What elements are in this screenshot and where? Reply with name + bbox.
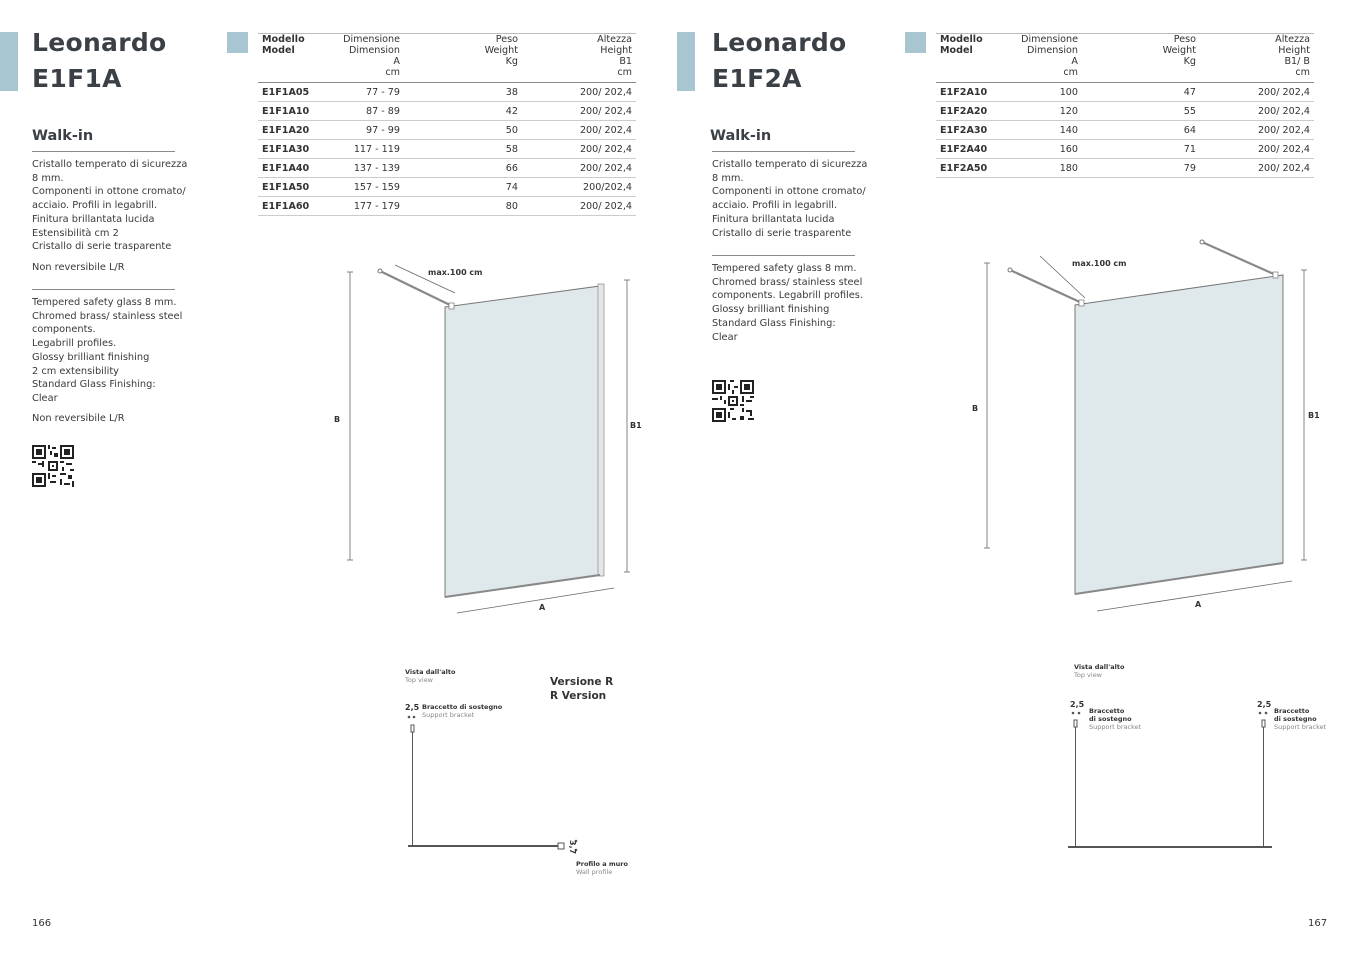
cell-height: 200/ 202,4 (1200, 121, 1314, 140)
right-page-number: 167 (1308, 918, 1328, 929)
desc-line: Cristallo temperato di sicurezza (712, 159, 868, 170)
cell-dimension: 137 - 139 (334, 159, 404, 178)
left-wall-label-it: Profilo a muro (576, 860, 628, 868)
desc-line: Cristallo di serie trasparente (32, 241, 172, 253)
cell-weight: 74 (404, 178, 522, 197)
left-bracket-label-it: Braccetto di sostegno (422, 703, 503, 711)
header-line: cm (617, 67, 632, 78)
desc-line: acciaio. Profili in legabrill. (32, 200, 158, 212)
cell-dimension: 100 (1012, 83, 1082, 102)
header-line: Kg (1183, 56, 1196, 67)
header-line: Weight (1162, 45, 1196, 56)
cell-weight: 80 (404, 197, 522, 216)
left-wall-label-en: Wall profile (576, 868, 613, 876)
desc-line: Cristallo temperato di sicurezza (32, 159, 188, 170)
cell-dimension: 177 - 179 (334, 197, 404, 216)
header-line: Altezza (1275, 34, 1310, 45)
desc-line: Chromed brass/ stainless steel (712, 276, 863, 288)
cell-weight: 50 (404, 121, 522, 140)
desc-line: Finitura brillantata lucida (32, 213, 155, 225)
desc-line: Componenti in ottone cromato/ (32, 186, 186, 198)
cell-height: 200/ 202,4 (522, 159, 636, 178)
desc-line: 8 mm. (712, 172, 744, 184)
cell-height: 200/ 202,4 (1200, 102, 1314, 121)
left-a-label: A (539, 603, 546, 612)
right-a-label: A (1195, 600, 1202, 609)
header-line: cm (1295, 67, 1310, 78)
desc-line: Estensibilità cm 2 (32, 227, 119, 239)
cell-dimension: 97 - 99 (334, 121, 404, 140)
desc-line: Clear (712, 331, 738, 343)
desc-line: Finitura brillantata lucida (712, 213, 835, 225)
cell-model: E1F2A10 (936, 83, 1012, 102)
header-line: Weight (484, 45, 518, 56)
desc-line: Standard Glass Finishing: (712, 317, 836, 329)
desc-line: Glossy brilliant finishing (712, 304, 830, 316)
left-top-view-title-en: Top view (405, 676, 434, 684)
cell-model: E1F1A60 (258, 197, 334, 216)
header-line: A (393, 56, 400, 67)
right-bracket-label-right-en: Support bracket (1274, 723, 1327, 731)
header-line: Height (600, 45, 632, 56)
desc-line: components. Legabrill profiles. (712, 290, 863, 302)
left-b1-label: B1 (630, 421, 642, 430)
cell-weight: 79 (1082, 159, 1200, 178)
right-b-label: B (972, 404, 979, 413)
cell-height: 200/ 202,4 (1200, 159, 1314, 178)
cell-model: E1F2A50 (936, 159, 1012, 178)
right-bracket-label-right-2: di sostegno (1274, 715, 1317, 723)
desc-line: 8 mm. (32, 172, 64, 184)
desc-line: Cristallo di serie trasparente (712, 227, 852, 239)
right-top-view-title: Vista dall'alto (1074, 663, 1125, 671)
cell-dimension: 120 (1012, 102, 1082, 121)
left-page-number: 166 (32, 918, 52, 929)
header-line: Peso (1173, 34, 1196, 45)
left-b-label: B (334, 415, 341, 424)
left-bracket-label-en: Support bracket (422, 711, 475, 719)
header-line: Kg (505, 56, 518, 67)
left-max-label: max.100 cm (428, 268, 483, 277)
header-line: Modello (940, 34, 983, 45)
header-line: Dimension (349, 45, 400, 56)
left-non-reversible-en: Non reversibile L/R (32, 413, 125, 424)
cell-height: 200/ 202,4 (1200, 140, 1314, 159)
cell-weight: 42 (404, 102, 522, 121)
cell-model: E1F2A40 (936, 140, 1012, 159)
desc-line: components. (32, 324, 96, 336)
cell-weight: 71 (1082, 140, 1200, 159)
right-bracket-dim-right: 2,5 (1257, 700, 1272, 709)
left-top-view-title: Vista dall'alto (405, 668, 456, 676)
left-subtitle: Walk-in (32, 128, 94, 144)
header-line: Dimensione (343, 34, 400, 45)
cell-height: 200/202,4 (522, 178, 636, 197)
cell-model: E1F1A30 (258, 140, 334, 159)
header-line: Dimension (1027, 45, 1078, 56)
cell-model: E1F1A05 (258, 83, 334, 102)
cell-model: E1F1A40 (258, 159, 334, 178)
version-line: R Version (550, 690, 607, 702)
desc-line: Legabrill profiles. (32, 338, 117, 350)
header-line: cm (385, 67, 400, 78)
desc-line: 2 cm extensibility (32, 365, 119, 377)
cell-dimension: 77 - 79 (334, 83, 404, 102)
cell-height: 200/ 202,4 (522, 83, 636, 102)
right-bracket-label-left-en: Support bracket (1089, 723, 1142, 731)
header-line: Peso (495, 34, 518, 45)
cell-dimension: 157 - 159 (334, 178, 404, 197)
left-non-reversible-it: Non reversibile L/R (32, 262, 125, 273)
header-line: Height (1278, 45, 1310, 56)
left-title-line2: E1F1A (32, 64, 122, 93)
cell-weight: 55 (1082, 102, 1200, 121)
desc-line: Standard Glass Finishing: (32, 379, 156, 391)
cell-height: 200/ 202,4 (522, 197, 636, 216)
header-line: Model (262, 45, 295, 56)
desc-line: Glossy brilliant finishing (32, 351, 150, 363)
desc-line: Tempered safety glass 8 mm. (712, 263, 857, 274)
desc-line: Clear (32, 392, 58, 404)
header-line: B1 (619, 56, 632, 67)
version-line: Versione R (550, 676, 614, 688)
cell-dimension: 160 (1012, 140, 1082, 159)
desc-line: acciaio. Profili in legabrill. (712, 200, 838, 212)
left-wall-dim: 3,7 (568, 840, 577, 855)
header-line: A (1071, 56, 1078, 67)
right-top-view-title-en: Top view (1074, 671, 1103, 679)
cell-height: 200/ 202,4 (522, 140, 636, 159)
right-subtitle: Walk-in (710, 128, 772, 144)
cell-dimension: 180 (1012, 159, 1082, 178)
cell-model: E1F2A30 (936, 121, 1012, 140)
header-line: Altezza (597, 34, 632, 45)
cell-dimension: 140 (1012, 121, 1082, 140)
cell-weight: 38 (404, 83, 522, 102)
right-bracket-label-left-2: di sostegno (1089, 715, 1132, 723)
cell-weight: 58 (404, 140, 522, 159)
header-line: B1/ B (1284, 56, 1310, 67)
right-max-label: max.100 cm (1072, 259, 1127, 268)
cell-height: 200/ 202,4 (522, 102, 636, 121)
right-bracket-label-left-1: Braccetto (1089, 707, 1125, 715)
cell-dimension: 87 - 89 (334, 102, 404, 121)
cell-model: E1F2A20 (936, 102, 1012, 121)
right-title-line1: Leonardo (712, 28, 847, 57)
left-title-line1: Leonardo (32, 28, 167, 57)
right-bracket-dim-left: 2,5 (1070, 700, 1085, 709)
cell-model: E1F1A20 (258, 121, 334, 140)
header-line: Modello (262, 34, 305, 45)
cell-height: 200/ 202,4 (1200, 83, 1314, 102)
cell-weight: 66 (404, 159, 522, 178)
cell-dimension: 117 - 119 (334, 140, 404, 159)
right-b1-label: B1 (1308, 411, 1320, 420)
right-bracket-label-right-1: Braccetto (1274, 707, 1310, 715)
cell-height: 200/ 202,4 (522, 121, 636, 140)
header-line: cm (1063, 67, 1078, 78)
cell-model: E1F1A10 (258, 102, 334, 121)
desc-line: Componenti in ottone cromato/ (712, 186, 866, 198)
cell-weight: 47 (1082, 83, 1200, 102)
right-title-line2: E1F2A (712, 64, 802, 93)
left-bracket-dim: 2,5 (405, 703, 420, 712)
desc-line: Tempered safety glass 8 mm. (32, 297, 177, 308)
header-line: Dimensione (1021, 34, 1078, 45)
header-line: Model (940, 45, 973, 56)
cell-weight: 64 (1082, 121, 1200, 140)
cell-model: E1F1A50 (258, 178, 334, 197)
desc-line: Chromed brass/ stainless steel (32, 310, 183, 322)
